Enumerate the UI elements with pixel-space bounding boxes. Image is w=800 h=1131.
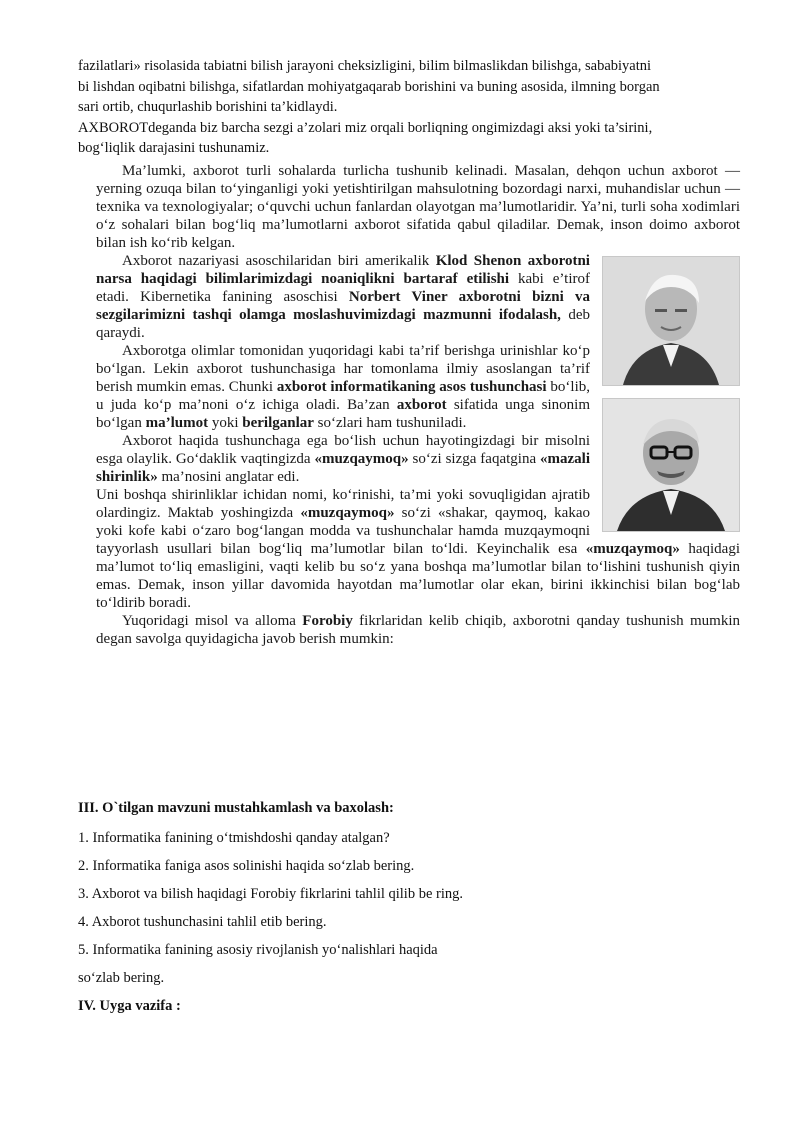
question-item-continued: so‘zlab bering. — [78, 970, 165, 986]
scan-paragraph: Uni boshqa shirinliklar ichidan nomi, ko‘rinishi, ta’mi yoki sovuqligidan ajratib olardingiz. Maktab yoshingizda «muzqaymoq» so‘zi «shakar, qaymoq, kakao yoki kofe kabi o‘zaro bog‘langan modda va tushunchalar hamda muzqaymoqni tayyorlash usullari bilan bog‘liq ma’lumotlar bilan to‘ldi. Keyinchalik esa «muzqaymoq» haqidagi ma’lumot to‘liq emasligini, vaqti kelib bu so‘z yana boshqa ma’lumotlar bilan to‘lishini tushunish qiyin emas. Demak, inson yillar davomida hayotdan ma’lumotlar olar ekan, birini ikkinchisi bilan bog‘lab to‘ldirib boradi. — [96, 487, 740, 611]
question-item: 5. Informatika fanining asosiy rivojlanish yo‘nalishlari haqida — [78, 942, 438, 958]
scan-paragraph: Ma’lumki, axborot turli sohalarda turlicha tushunib kelinadi. Masalan, dehqon uchun axborot — yerning ozuqa bilan to‘yinganligi yoki yetishtirilgan mahsulotning bozordagi narxi, muhandislar uchun — texnika va texnologiyalar; o‘quvchi uchun fanlardan olayotgan ma’lumotlaridir. Ya’ni, turli soha xodimlari o‘z sohalari bilan bog‘liq ma’lumotlarni axborot sifatida qabul qiladilar. Demak, inson doimo axborot bilan ish ko‘rib kelgan. — [96, 163, 740, 251]
scan-paragraph: Axborot nazariyasi asoschilaridan biri amerikalik Klod Shenon axborotni narsa haqidagi bilimlarimizdagi noaniqlikni bartaraf etilishi kabi e’tirof etadi. Kibernetika fanining asoschisi Norbert Viner axborotni bizni va sezgilarimizni tashqi olamga moslashuvimizdagi mazmunni ifodalash, deb qaraydi. — [96, 253, 590, 341]
intro-line: AXBOROTdeganda biz barcha sezgi a’zolari miz orqali borliqning ongimizdagi aksi yoki ta’sirini, — [78, 119, 653, 136]
intro-line: sari ortib, chuqurlashib borishini ta’kidlaydi. — [78, 99, 338, 115]
scanned-textbook-page — [96, 162, 740, 772]
scan-paragraph: Axborotga olimlar tomonidan yuqoridagi kabi ta’rif berishga urinishlar ko‘p bo‘lgan. Lekin axborot tushunchasiga har tomonlama ilmiy asoslangan ta’rif berish mumkin emas. Chunki axborot informatikaning asos tushunchasi bo‘lib, u juda ko‘p ma’noni o‘z ichiga oladi. Ba’zan axborot sifatida unga sinonim bo‘lgan ma’lumot yoki berilganlar so‘zlari ham tushuniladi. — [96, 343, 591, 431]
section-4-heading: IV. Uyga vazifa : — [78, 998, 181, 1014]
question-item: 2. Informatika faniga asos solinishi haqida so‘zlab bering. — [78, 858, 415, 874]
portrait-photo-shannon — [602, 256, 740, 386]
question-item: 4. Axborot tushunchasini tahlil etib bering. — [78, 914, 327, 930]
scan-paragraph: Axborot haqida tushunchaga ega bo‘lish uchun hayotingizdagi bir misolni esga olaylik. Go‘daklik vaqtingizda «muzqaymoq» so‘zi sizga faqatgina «mazali shirinlik» ma’nosini anglatar edi. — [96, 433, 591, 485]
portrait-photo-wiener — [602, 398, 740, 532]
intro-line: fazilatlari» risolasida tabiatni bilish jarayoni cheksizligini, bilim bilmaslikdan bilishga, sababiyatni — [78, 58, 652, 74]
scan-paragraph: Yuqoridagi misol va alloma Forobiy fikrlaridan kelib chiqib, axborotni qanday tushunish mumkin degan savolga quyidagicha javob berish mumkin: — [96, 613, 740, 647]
question-item: 3. Axborot va bilish haqidagi Forobiy fikrlarini tahlil qilib be ring. — [78, 886, 464, 902]
intro-line: bi lishdan oqibatni bilishga, sifatlardan mohiyatgaqarab borishini va buning asosida, ilmning borgan — [78, 78, 660, 95]
section-3-heading: III. O`tilgan mavzuni mustahkamlash va baxolash: — [78, 800, 394, 816]
question-item: 1. Informatika fanining o‘tmishdoshi qanday atalgan? — [78, 830, 390, 846]
intro-line: bog‘liqlik darajasini tushunamiz. — [78, 140, 270, 156]
intro-text — [78, 56, 738, 159]
